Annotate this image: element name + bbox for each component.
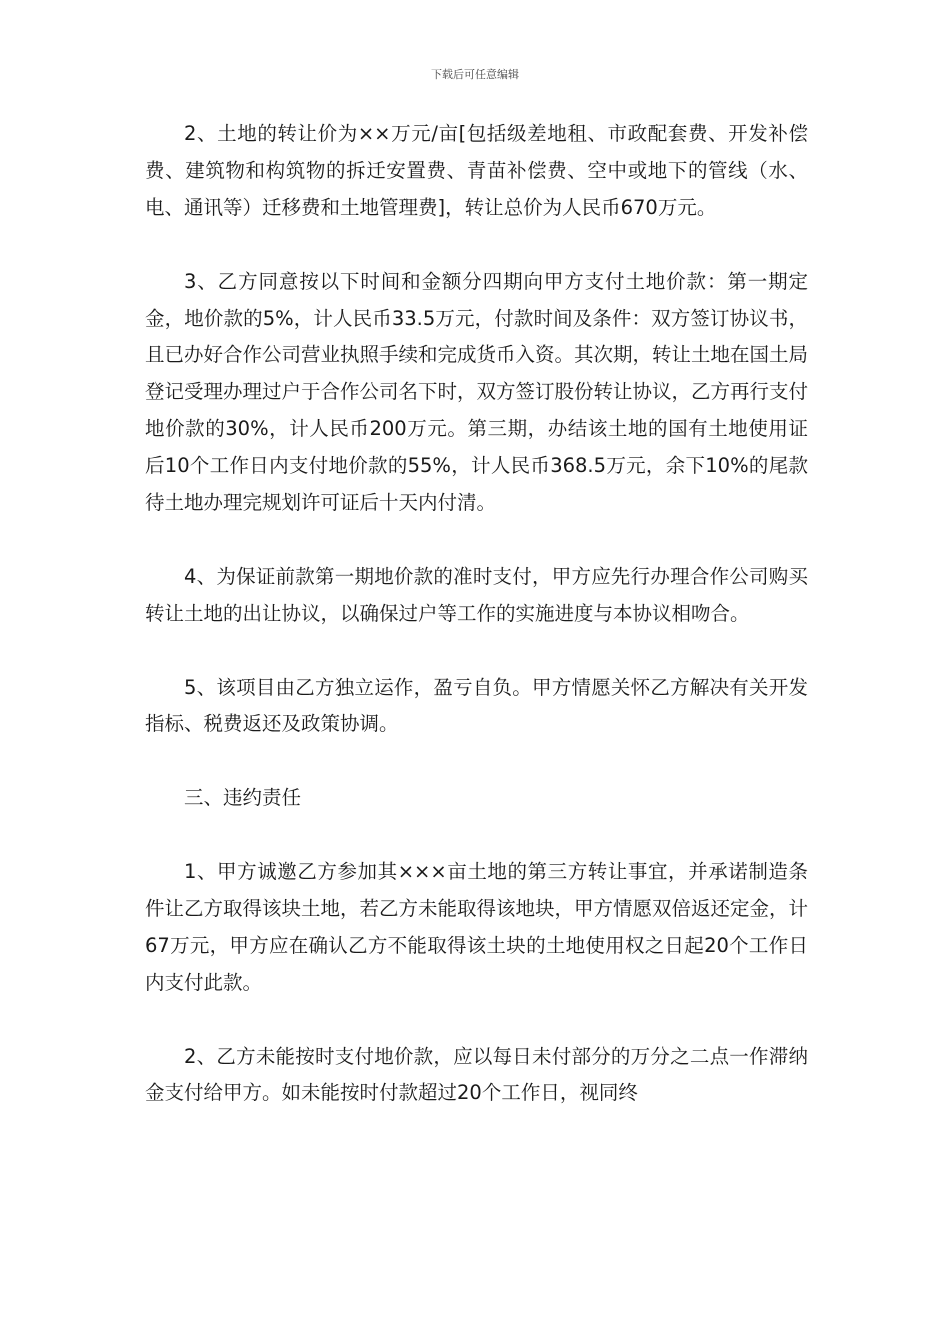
paragraph-project-operation: 5、该项目由乙方独立运作，盈亏自负。甲方情愿关怀乙方解决有关开发指标、税费返还及政策协调。 <box>145 675 808 736</box>
paragraph-party-a-liability: 1、甲方诚邀乙方参加其×××亩土地的第三方转让事宜，并承诺制造条件让乙方取得该块土地，若乙方未能取得该地块，甲方情愿双倍返还定金，计67万元，甲方应在确认乙方不能取得该土块的土地使用权之日起20个工作日内支付此款。 <box>145 860 809 994</box>
paragraph-land-price: 2、土地的转让价为××万元/亩[包括级差地租、市政配套费、开发补偿费、建筑物和构筑物的拆迁安置费、青苗补偿费、空中或地下的管线（水、电、通讯等）迁移费和土地管理费]，转让总价为人民币670万元。 <box>145 122 808 219</box>
paragraph-party-b-liability: 2、乙方未能按时支付地价款，应以每日未付部分的万分之二点一作滞纳金支付给甲方。如未能按时付款超过20个工作日，视同终 <box>145 1044 808 1105</box>
page-header: 下载后可任意编辑 <box>431 68 519 81</box>
document-body <box>145 116 808 1149</box>
section-heading-liability: 三、违约责任 <box>184 786 302 810</box>
paragraph-payment-schedule: 3、乙方同意按以下时间和金额分四期向甲方支付土地价款：第一期定金，地价款的5%，计人民币33.5万元，付款时间及条件：双方签订协议书，且已办好合作公司营业执照手续和完成货币入资。其次期，转让土地在国土局登记受理办理过户于合作公司名下时，双方签订股份转让协议，乙方再行支付地价款的30%，计人民币200万元。第三期，办结该土地的国有土地使用证后10个工作日内支付地价款的55%，计人民币368.5万元，余下10%的尾款待土地办理完规划许可证后十天内付清。 <box>145 269 809 515</box>
paragraph-transfer-agreement: 4、为保证前款第一期地价款的准时支付，甲方应先行办理合作公司购买转让土地的出让协议，以确保过户等工作的实施进度与本协议相吻合。 <box>145 564 808 625</box>
